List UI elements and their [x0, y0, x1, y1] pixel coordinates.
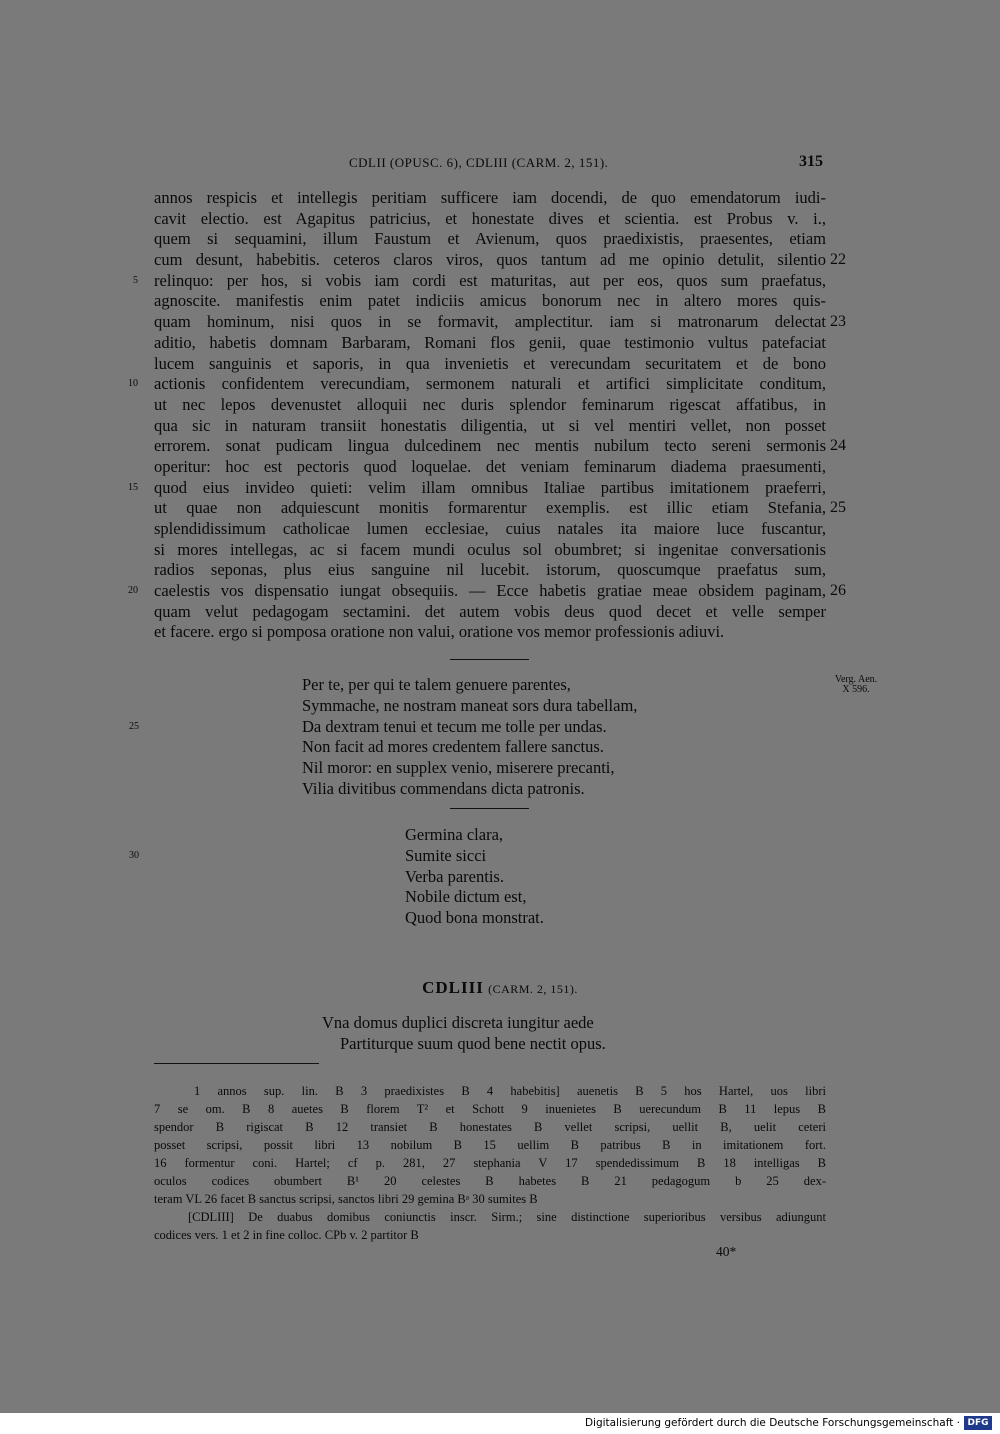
verse-line-text: Germina clara,: [405, 825, 504, 844]
section-divider: [450, 659, 529, 660]
prose-line-text: actionis confidentem verecundiam, sermonem naturali et artifici simplicitate conditum,: [154, 374, 826, 394]
footer-bar: [0, 1413, 1000, 1434]
dfg-logo: DFG: [964, 1416, 992, 1430]
verse-line: [405, 887, 825, 908]
prose-line: [154, 354, 854, 375]
verse-line-text: Symmache, ne nostram maneat sors dura tabellam,: [302, 695, 638, 715]
verse-line-text: Vilia divitibus commendans dicta patronis.: [302, 778, 585, 798]
distich: [322, 1013, 606, 1054]
marginal-reference-line1: Verg. Aen.: [834, 674, 878, 685]
prose-line: [128, 477, 854, 499]
prose-line-text: annos respicis et intellegis peritiam sufficere iam docendi, de quo emendatorum iudi-: [154, 188, 826, 207]
paragraph-number: 23: [830, 313, 846, 331]
prose-line-text: lucem sanguinis et saporis, in qua invenietis et verecundam securitatem et de bono: [154, 353, 826, 373]
section-title: [0, 978, 1000, 998]
prose-line-text: cavit electio. est Agapitus patricius, et honestate dives et scientia. est Probus v. i.,: [154, 208, 826, 228]
prose-line-text: radios seponas, plus eius sanguine nil lucebit. istorum, quoscumque praefatus sum,: [154, 560, 826, 580]
footnote-line: [CDLIII] De duabus domibus coniunctis inscr. Sirm.; sine distinctione superioribus versibus adiungunt: [188, 1210, 826, 1224]
prose-line: [154, 312, 854, 333]
prose-line: [154, 560, 854, 581]
prose-line-text: et facere. ergo si pomposa oratione non valui, oratione vos memor professionis adiuvi.: [154, 622, 725, 642]
verse-line: [129, 716, 722, 738]
prose-line-text: quem si sequamini, illum Faustum et Avienum, quos praedixistis, praesentes, etiam: [154, 229, 826, 249]
paragraph-number: 22: [830, 251, 846, 269]
verse-block-1: [129, 675, 722, 800]
footnote-line: 1 annos sup. lin. B 3 praedixistes B 4 habebitis] auenetis B 5 hos Hartel, uos libri: [194, 1084, 826, 1098]
line-number: 5: [133, 274, 138, 286]
verse-line: [302, 758, 722, 779]
verse-line-text: Sumite sicci: [405, 845, 487, 865]
paragraph-number: 24: [830, 437, 846, 455]
marginal-reference-line2: X 596.: [842, 684, 870, 695]
line-number: 10: [128, 378, 138, 390]
prose-line-text: aditio, habetis domnam Barbaram, Romani flos genii, quae testimonio vultus patefaciat: [154, 332, 826, 352]
prose-line: [154, 457, 854, 478]
footnote-line: spendor B rigiscat B 12 transiet B honestates B vellet scripsi, uellit B, uelit ceteri: [154, 1120, 826, 1134]
section-reference: (CARM. 2, 151).: [488, 982, 578, 996]
line-number: 20: [128, 585, 138, 597]
verse-line: [405, 908, 825, 929]
prose-line: [128, 374, 854, 395]
marginal-reference: [826, 675, 886, 695]
prose-line-text: splendidissimum catholicae lumen ecclesiae, cuius natales ita maiore luce fuscantur,: [154, 519, 826, 538]
prose-line: [154, 229, 854, 250]
footnote-line: 7 se om. B 8 auetes B florem T² et Schott 9 inuenietes B uerecundum B 11 lepus B: [154, 1102, 826, 1116]
prose-line: [154, 188, 854, 209]
prose-line: [154, 416, 854, 437]
verse-line-text: Non facit ad mores credentem fallere sanctus.: [302, 737, 604, 757]
verse-line-text: Quod bona monstrat.: [405, 908, 544, 928]
prose-line: [133, 270, 854, 292]
prose-line: [154, 498, 854, 519]
verse-divider: [450, 808, 529, 809]
distich-line-2: Partiturque suum quod bene nectit opus.: [340, 1033, 606, 1053]
prose-line-text: operitur: hoc est pectoris quod loquelae. det veniam feminarum diadema praesumenti,: [154, 456, 826, 476]
paragraph-number: 26: [830, 582, 846, 600]
verse-line: [405, 825, 825, 846]
footnote-line: posset scripsi, possit libri 13 nobilum B 15 uellim B patribus B in imitationem fort.: [154, 1138, 826, 1152]
prose-line: [154, 622, 854, 643]
prose-line: [154, 519, 854, 540]
prose-line: [154, 209, 854, 230]
verse-line: [302, 696, 722, 717]
verse-line-text: Da dextram tenui et tecum me tolle per undas.: [302, 716, 607, 736]
prose-line: [154, 395, 854, 416]
verse-line-text: Nobile dictum est,: [405, 887, 527, 907]
footnote-line: 16 formentur coni. Hartel; cf p. 281, 27 stephania V 17 spendedissimum B 18 intelligas B: [154, 1156, 826, 1170]
prose-line-text: agnoscite. manifestis enim patet indiciis amicus bonorum nec in altero mores quis-: [154, 291, 826, 311]
verse-line: [302, 675, 722, 696]
prose-line: [128, 581, 854, 602]
footer-credit: Digitalisierung gefördert durch die Deutsche Forschungsgemeinschaft ·: [584, 1417, 960, 1429]
prose-line: [154, 602, 854, 623]
prose-line-text: quam hominum, nisi quos in se formavit, amplectitur. iam si matronarum delectat: [154, 312, 826, 332]
prose-line: [154, 250, 854, 271]
verse-line-text: Per te, per qui te talem genuere parentes,: [302, 675, 571, 694]
prose-line-text: relinquo: per hos, si vobis iam cordi est maturitas, aut per eos, quos sum praefatus,: [154, 270, 826, 290]
line-number: 25: [129, 720, 139, 732]
footnote-rule: [154, 1063, 319, 1064]
prose-line-text: ut nec lepos devenustet alloquii nec duris splendor feminarum rigescat affatibus, in: [154, 394, 826, 414]
line-number: 30: [129, 849, 139, 861]
prose-block: [128, 188, 854, 643]
page-header: [0, 155, 1000, 179]
paragraph-number: 25: [830, 499, 846, 517]
prose-line-text: cum desunt, habebitis. ceteros claros viros, quos tantum ad me opinio detulit, silentio: [154, 250, 826, 270]
prose-line-text: quod eius invideo quieti: velim illam omnibus Italiae partibus imitationem praeferri,: [154, 477, 826, 497]
verse-line-text: Nil moror: en supplex venio, miserere precanti,: [302, 758, 615, 778]
verse-line: [129, 845, 825, 867]
prose-line-text: si mores intellegas, ac si facem mundi oculus sol obumbret; si ingenitae conversationis: [154, 539, 826, 559]
section-number: CDLIII: [422, 978, 484, 997]
verse-line-text: Verba parentis.: [405, 866, 504, 886]
verse-line: [302, 779, 722, 800]
footnote-line: oculos codices obumbert B¹ 20 celestes B habetes B 21 pedagogum b 25 dex-: [154, 1174, 826, 1188]
line-number: 15: [128, 481, 138, 493]
prose-line-text: ut quae non adquiescunt monitis formarentur exemplis. est illic etiam Stefania,: [154, 498, 826, 518]
signature-mark: 40*: [716, 1244, 737, 1259]
verse-line: [302, 737, 722, 758]
distich-line-1: Vna domus duplici discreta iungitur aede: [322, 1013, 594, 1032]
verse-block-2: [129, 825, 825, 929]
running-head: CDLII (OPUSC. 6), CDLIII (CARM. 2, 151).: [349, 155, 609, 170]
prose-line-text: quam velut pedagogam sectamini. det autem vobis deus quod decet et velle semper: [154, 601, 826, 621]
prose-line: [154, 333, 854, 354]
prose-line: [154, 540, 854, 561]
footnote-line: codices vers. 1 et 2 in fine colloc. CPb v. 2 partitor B: [154, 1228, 419, 1242]
footnotes: [154, 1082, 826, 1244]
verse-line: [405, 867, 825, 888]
prose-line: [154, 436, 854, 457]
footnote-line: teram VL 26 facet B sanctus scripsi, sanctos libri 29 gemina Bᵃ 30 sumites B: [154, 1192, 538, 1206]
prose-line-text: errorem. sonat pudicam lingua dulcedinem nec mentis nubilum tecto sereni sermonis: [154, 436, 826, 456]
prose-line-text: qua sic in naturam transiit honestatis diligentia, ut si vel mentiri vellet, non posset: [154, 415, 826, 435]
page-number: 315: [799, 153, 823, 170]
prose-line: [154, 291, 854, 312]
prose-line-text: caelestis vos dispensatio iungat obsequiis. — Ecce habetis gratiae meae obsidem paginam,: [154, 581, 826, 601]
